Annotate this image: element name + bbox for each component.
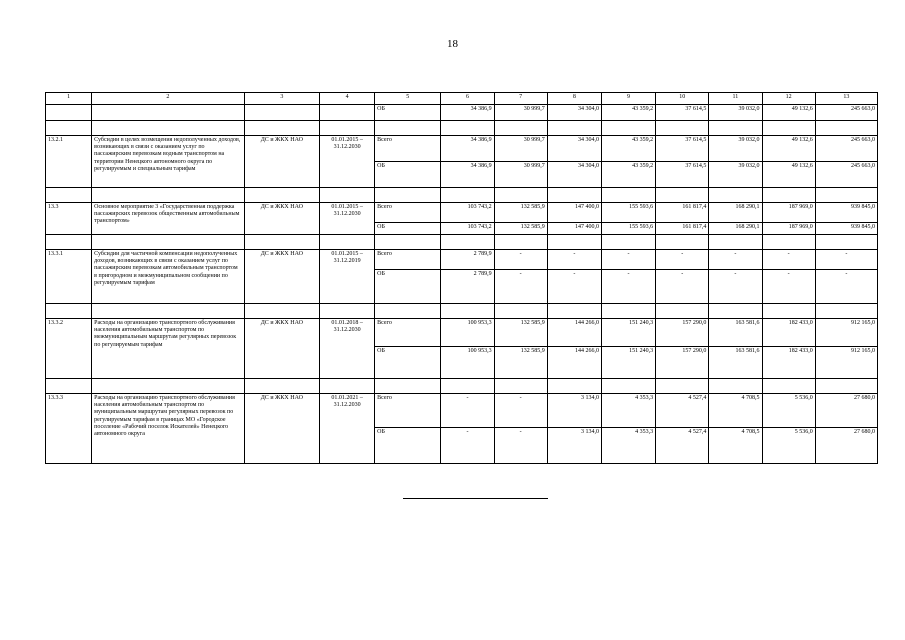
funding-source: Всего <box>375 319 441 347</box>
spacer-cell <box>46 188 92 203</box>
value-cell-col-7: - <box>494 394 547 428</box>
budget-table <box>45 92 878 464</box>
value-cell-col-10: - <box>656 250 709 270</box>
table-row <box>46 136 878 162</box>
funding-source: Всего <box>375 394 441 428</box>
row-code: 13.3.1 <box>46 250 92 304</box>
value-cell-col-13: 245 663,0 <box>815 136 877 162</box>
footer-rule <box>403 498 548 499</box>
spacer-row <box>46 235 878 250</box>
spacer-cell <box>601 235 655 250</box>
value-cell-col-13: 27 680,0 <box>815 394 877 428</box>
value-cell-col-10: 161 817,4 <box>656 223 709 235</box>
table-body <box>46 105 878 464</box>
value-cell-col-9: 155 593,6 <box>601 203 655 223</box>
column-header-12: 12 <box>762 93 815 105</box>
value-cell-col-6: 100 953,3 <box>441 319 494 347</box>
value-cell-col-8: 147 400,0 <box>547 223 601 235</box>
value-cell-col-9: 43 359,2 <box>601 105 655 121</box>
value-cell-col-8: - <box>547 250 601 270</box>
spacer-cell <box>656 188 709 203</box>
column-header-5: 5 <box>375 93 441 105</box>
spacer-cell <box>547 235 601 250</box>
spacer-cell <box>375 188 441 203</box>
spacer-row <box>46 188 878 203</box>
row-name: Субсидии для частичной компенсации недополученных доходов, возникающих в связи с оказанием услуг по пассажирским перевозкам автомобильным транспортом в пригородном и межмуниципальном сообщении по регулируемым тарифам <box>92 250 245 304</box>
spacer-cell <box>375 121 441 136</box>
spacer-row <box>46 304 878 319</box>
spacer-cell <box>375 379 441 394</box>
spacer-cell <box>92 304 245 319</box>
value-cell-col-8: 34 304,0 <box>547 162 601 188</box>
value-cell-col-6: 103 743,2 <box>441 223 494 235</box>
spacer-row <box>46 121 878 136</box>
column-header-6: 6 <box>441 93 494 105</box>
column-header-8: 8 <box>547 93 601 105</box>
header-row <box>46 93 878 105</box>
table-row <box>46 203 878 223</box>
spacer-cell <box>244 188 319 203</box>
value-cell-col-11: - <box>709 250 762 270</box>
spacer-cell <box>709 121 762 136</box>
funding-source: Всего <box>375 250 441 270</box>
spacer-cell <box>547 379 601 394</box>
spacer-cell <box>46 121 92 136</box>
value-cell-col-7: 30 999,7 <box>494 162 547 188</box>
value-cell-col-7: 132 585,9 <box>494 347 547 379</box>
spacer-cell <box>601 304 655 319</box>
row-responsible: ДС и ЖКХ НАО <box>244 203 319 235</box>
column-header-10: 10 <box>656 93 709 105</box>
spacer-cell <box>547 188 601 203</box>
value-cell-col-10: 37 614,5 <box>656 136 709 162</box>
row-responsible: ДС и ЖКХ НАО <box>244 394 319 464</box>
row-name <box>92 105 245 121</box>
spacer-cell <box>656 121 709 136</box>
spacer-cell <box>244 121 319 136</box>
value-cell-col-10: 157 290,0 <box>656 347 709 379</box>
spacer-cell <box>815 304 877 319</box>
spacer-cell <box>709 379 762 394</box>
spacer-cell <box>762 304 815 319</box>
value-cell-col-9: 151 240,3 <box>601 347 655 379</box>
value-cell-col-12: 49 132,6 <box>762 105 815 121</box>
table-row <box>46 394 878 428</box>
value-cell-col-7: 132 585,9 <box>494 319 547 347</box>
row-period: 01.01.2015 – 31.12.2030 <box>319 136 374 188</box>
value-cell-col-9: 4 353,3 <box>601 394 655 428</box>
spacer-cell <box>441 235 494 250</box>
funding-source: ОБ <box>375 347 441 379</box>
value-cell-col-8: - <box>547 270 601 304</box>
value-cell-col-7: 132 585,9 <box>494 203 547 223</box>
value-cell-col-9: 43 359,2 <box>601 136 655 162</box>
row-code: 13.2.1 <box>46 136 92 188</box>
column-header-2: 2 <box>92 93 245 105</box>
column-header-13: 13 <box>815 93 877 105</box>
value-cell-col-9: 43 359,2 <box>601 162 655 188</box>
column-header-9: 9 <box>601 93 655 105</box>
spacer-cell <box>319 121 374 136</box>
row-name: Основное мероприятие 3 «Государственная поддержка пассажирских перевозок общественным автомобильным транспортом» <box>92 203 245 235</box>
row-responsible: ДС и ЖКХ НАО <box>244 319 319 379</box>
row-code <box>46 105 92 121</box>
row-period <box>319 105 374 121</box>
value-cell-col-9: 155 593,6 <box>601 223 655 235</box>
spacer-cell <box>375 235 441 250</box>
value-cell-col-6: 2 789,9 <box>441 270 494 304</box>
column-header-7: 7 <box>494 93 547 105</box>
value-cell-col-12: - <box>762 250 815 270</box>
row-period: 01.01.2015 – 31.12.2030 <box>319 203 374 235</box>
funding-source: ОБ <box>375 162 441 188</box>
spacer-cell <box>494 121 547 136</box>
spacer-cell <box>815 188 877 203</box>
table-row <box>46 319 878 347</box>
spacer-cell <box>319 235 374 250</box>
row-responsible: ДС и ЖКХ НАО <box>244 136 319 188</box>
value-cell-col-11: 4 708,5 <box>709 394 762 428</box>
spacer-cell <box>92 188 245 203</box>
spacer-cell <box>319 188 374 203</box>
value-cell-col-9: 151 240,3 <box>601 319 655 347</box>
spacer-cell <box>46 304 92 319</box>
row-name: Субсидии в целях возмещения недополученных доходов, возникающих в связи с оказанием услуг по пассажирским перевозкам водным транспортом на территории Ненецкого автономного округа по регулируемым и специальным тарифам <box>92 136 245 188</box>
spacer-cell <box>375 304 441 319</box>
value-cell-col-11: 4 708,5 <box>709 428 762 464</box>
value-cell-col-10: 37 614,5 <box>656 105 709 121</box>
value-cell-col-8: 147 400,0 <box>547 203 601 223</box>
column-header-11: 11 <box>709 93 762 105</box>
spacer-cell <box>656 304 709 319</box>
value-cell-col-6: 2 789,9 <box>441 250 494 270</box>
spacer-cell <box>92 235 245 250</box>
value-cell-col-12: 5 536,0 <box>762 394 815 428</box>
spacer-cell <box>494 235 547 250</box>
spacer-cell <box>319 379 374 394</box>
spacer-cell <box>441 379 494 394</box>
value-cell-col-13: 939 845,0 <box>815 223 877 235</box>
value-cell-col-8: 144 266,0 <box>547 347 601 379</box>
column-header-3: 3 <box>244 93 319 105</box>
row-name: Расходы на организацию транспортного обслуживания населения автомобильным транспортом по межмуниципальным маршрутам регулярных перевозок по регулируемым тарифам <box>92 319 245 379</box>
spacer-cell <box>244 304 319 319</box>
value-cell-col-11: 163 581,6 <box>709 319 762 347</box>
value-cell-col-8: 3 134,0 <box>547 428 601 464</box>
spacer-cell <box>441 121 494 136</box>
value-cell-col-13: 939 845,0 <box>815 203 877 223</box>
spacer-cell <box>244 235 319 250</box>
spacer-cell <box>601 379 655 394</box>
value-cell-col-12: 187 969,0 <box>762 203 815 223</box>
page-number: 18 <box>447 38 458 50</box>
spacer-cell <box>709 235 762 250</box>
value-cell-col-6: - <box>441 394 494 428</box>
value-cell-col-11: 39 032,0 <box>709 162 762 188</box>
value-cell-col-7: 30 999,7 <box>494 105 547 121</box>
spacer-cell <box>441 304 494 319</box>
value-cell-col-8: 3 134,0 <box>547 394 601 428</box>
value-cell-col-6: 34 386,9 <box>441 162 494 188</box>
value-cell-col-10: 37 614,5 <box>656 162 709 188</box>
value-cell-col-11: 39 032,0 <box>709 105 762 121</box>
value-cell-col-10: 4 527,4 <box>656 394 709 428</box>
spacer-cell <box>547 121 601 136</box>
row-code: 13.3.2 <box>46 319 92 379</box>
row-period: 01.01.2018 – 31.12.2030 <box>319 319 374 379</box>
value-cell-col-13: 245 663,0 <box>815 105 877 121</box>
spacer-cell <box>441 188 494 203</box>
value-cell-col-8: 34 304,0 <box>547 136 601 162</box>
value-cell-col-7: 30 999,7 <box>494 136 547 162</box>
value-cell-col-10: 161 817,4 <box>656 203 709 223</box>
value-cell-col-8: 34 304,0 <box>547 105 601 121</box>
spacer-cell <box>762 379 815 394</box>
funding-source: ОБ <box>375 223 441 235</box>
value-cell-col-13: 912 165,0 <box>815 347 877 379</box>
value-cell-col-13: 245 663,0 <box>815 162 877 188</box>
value-cell-col-12: 182 433,0 <box>762 319 815 347</box>
value-cell-col-10: 4 527,4 <box>656 428 709 464</box>
value-cell-col-7: - <box>494 250 547 270</box>
value-cell-col-12: 182 433,0 <box>762 347 815 379</box>
value-cell-col-11: 39 032,0 <box>709 136 762 162</box>
value-cell-col-6: 34 386,9 <box>441 136 494 162</box>
spacer-cell <box>601 188 655 203</box>
funding-source: ОБ <box>375 105 441 121</box>
spacer-cell <box>494 304 547 319</box>
spacer-cell <box>762 121 815 136</box>
row-responsible: ДС и ЖКХ НАО <box>244 250 319 304</box>
row-code: 13.3.3 <box>46 394 92 464</box>
value-cell-col-12: - <box>762 270 815 304</box>
value-cell-col-9: - <box>601 270 655 304</box>
spacer-cell <box>601 121 655 136</box>
value-cell-col-13: - <box>815 250 877 270</box>
value-cell-col-12: 5 536,0 <box>762 428 815 464</box>
value-cell-col-12: 49 132,6 <box>762 136 815 162</box>
spacer-cell <box>709 304 762 319</box>
spacer-cell <box>815 121 877 136</box>
spacer-cell <box>762 235 815 250</box>
value-cell-col-13: 27 680,0 <box>815 428 877 464</box>
spacer-cell <box>319 304 374 319</box>
spacer-cell <box>244 379 319 394</box>
spacer-row <box>46 379 878 394</box>
value-cell-col-11: 168 290,1 <box>709 203 762 223</box>
spacer-cell <box>762 188 815 203</box>
value-cell-col-11: 163 581,6 <box>709 347 762 379</box>
spacer-cell <box>656 379 709 394</box>
spacer-cell <box>46 235 92 250</box>
row-code: 13.3 <box>46 203 92 235</box>
row-period: 01.01.2021 – 31.12.2030 <box>319 394 374 464</box>
value-cell-col-7: - <box>494 270 547 304</box>
value-cell-col-10: - <box>656 270 709 304</box>
value-cell-col-10: 157 290,0 <box>656 319 709 347</box>
value-cell-col-6: 100 953,3 <box>441 347 494 379</box>
value-cell-col-7: - <box>494 428 547 464</box>
value-cell-col-13: 912 165,0 <box>815 319 877 347</box>
spacer-cell <box>92 121 245 136</box>
funding-source: Всего <box>375 136 441 162</box>
value-cell-col-6: 103 743,2 <box>441 203 494 223</box>
value-cell-col-13: - <box>815 270 877 304</box>
row-responsible <box>244 105 319 121</box>
value-cell-col-6: 34 386,9 <box>441 105 494 121</box>
spacer-cell <box>494 379 547 394</box>
row-name: Расходы на организацию транспортного обслуживания населения автомобильным транспортом по муниципальным маршрутам регулярных перевозок по регулируемым тарифам в границах МО «Городское поселение «Рабочий поселок Искателей» Ненецкого автономного округа <box>92 394 245 464</box>
spacer-cell <box>815 379 877 394</box>
funding-source: ОБ <box>375 428 441 464</box>
value-cell-col-11: - <box>709 270 762 304</box>
table-row <box>46 250 878 270</box>
value-cell-col-9: - <box>601 250 655 270</box>
spacer-cell <box>92 379 245 394</box>
spacer-cell <box>46 379 92 394</box>
table-row <box>46 105 878 121</box>
spacer-cell <box>656 235 709 250</box>
funding-source: Всего <box>375 203 441 223</box>
value-cell-col-8: 144 266,0 <box>547 319 601 347</box>
spacer-cell <box>547 304 601 319</box>
value-cell-col-12: 49 132,6 <box>762 162 815 188</box>
value-cell-col-6: - <box>441 428 494 464</box>
funding-source: ОБ <box>375 270 441 304</box>
column-header-4: 4 <box>319 93 374 105</box>
column-header-1: 1 <box>46 93 92 105</box>
spacer-cell <box>815 235 877 250</box>
row-period: 01.01.2015 – 31.12.2019 <box>319 250 374 304</box>
value-cell-col-11: 168 290,1 <box>709 223 762 235</box>
spacer-cell <box>494 188 547 203</box>
value-cell-col-12: 187 969,0 <box>762 223 815 235</box>
value-cell-col-9: 4 353,3 <box>601 428 655 464</box>
value-cell-col-7: 132 585,9 <box>494 223 547 235</box>
spacer-cell <box>709 188 762 203</box>
